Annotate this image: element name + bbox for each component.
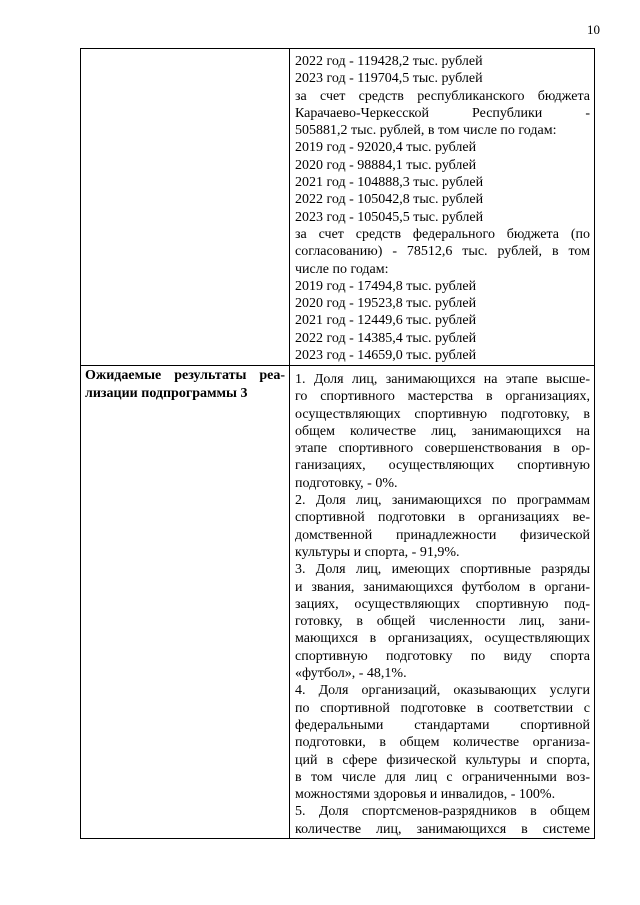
funding-line: 2022 год - 14385,4 тыс. рублей bbox=[295, 330, 477, 346]
funding-line: 505881,2 тыс. рублей, в том числе по годам: bbox=[295, 123, 557, 139]
page-number: 10 bbox=[587, 22, 600, 37]
funding-line: 2022 год - 105042,8 тыс. рублей bbox=[295, 192, 484, 208]
result-line: мающихся в организациях, осуществляющих bbox=[295, 631, 590, 647]
results-row-label bbox=[85, 367, 285, 403]
result-line: спортивную подготовку по виду спорта bbox=[295, 648, 590, 664]
funding-line: 2020 год - 19523,8 тыс. рублей bbox=[295, 296, 477, 312]
funding-line: 2019 год - 17494,8 тыс. рублей bbox=[295, 278, 477, 294]
funding-line: 2023 год - 119704,5 тыс. рублей bbox=[295, 71, 483, 87]
result-line: домственной принадлежности физической bbox=[295, 527, 590, 543]
result-line: 3. Доля лиц, имеющих спортивные разряды bbox=[295, 562, 590, 578]
result-line: этапе спортивного совершенствования в ор- bbox=[295, 441, 590, 457]
result-line: ганизациях, осуществляющих спортивную bbox=[295, 458, 590, 474]
result-line: в том числе для лиц с ограниченными воз- bbox=[295, 769, 590, 785]
result-line: 4. Доля организаций, оказывающих услуги bbox=[295, 683, 590, 699]
result-line: подготовку, - 0%. bbox=[295, 475, 398, 491]
result-line: подготовки, в общем количестве организа- bbox=[295, 735, 590, 751]
result-line: по спортивной подготовке в соответствии с bbox=[295, 700, 590, 716]
funding-line: числе по годам: bbox=[295, 261, 389, 277]
results-cell bbox=[290, 367, 594, 838]
result-line: спортивной подготовки в организациях ве- bbox=[295, 510, 590, 526]
funding-line: 2021 год - 12449,6 тыс. рублей bbox=[295, 313, 477, 329]
funding-line: 2023 год - 14659,0 тыс. рублей bbox=[295, 348, 477, 364]
result-line: «футбол», - 48,1%. bbox=[295, 666, 407, 682]
result-line: го спортивного мастерства в организациях, bbox=[295, 389, 590, 405]
result-line: общем количестве лиц, занимающихся на bbox=[295, 423, 590, 439]
result-line: количестве лиц, занимающихся в системе bbox=[295, 821, 590, 837]
funding-cell bbox=[290, 49, 594, 364]
funding-line: 2022 год - 119428,2 тыс. рублей bbox=[295, 54, 483, 69]
result-line: 5. Доля спортсменов-разрядников в общем bbox=[295, 804, 590, 820]
result-line: 2. Доля лиц, занимающихся по программам bbox=[295, 493, 590, 509]
result-line: и звания, занимающихся футболом в органи- bbox=[295, 579, 590, 595]
value-column bbox=[290, 49, 594, 838]
result-line: осуществляющих спортивную подготовку, в bbox=[295, 406, 590, 422]
results-label-line: лизации подпрограммы 3 bbox=[85, 386, 248, 401]
funding-line: за счет средств республиканского бюджета bbox=[295, 88, 590, 104]
funding-line: 2021 год - 104888,3 тыс. рублей bbox=[295, 175, 484, 191]
funding-line: за счет средств федерального бюджета (по bbox=[295, 226, 590, 242]
result-line: культуры и спорта, - 91,9%. bbox=[295, 544, 460, 560]
result-line: можностями здоровья и инвалидов, - 100%. bbox=[295, 787, 556, 803]
result-line: федеральными стандартами спортивной bbox=[295, 717, 590, 733]
funding-line: 2023 год - 105045,5 тыс. рублей bbox=[295, 209, 484, 225]
result-line: готовку, в общей численности лиц, зани- bbox=[295, 614, 590, 630]
result-line: 1. Доля лиц, занимающихся на этапе высше- bbox=[295, 372, 590, 387]
program-table bbox=[80, 48, 595, 839]
funding-line: 2020 год - 98884,1 тыс. рублей bbox=[295, 157, 477, 173]
funding-line: 2019 год - 92020,4 тыс. рублей bbox=[295, 140, 477, 156]
result-line: зациях, осуществляющих спортивную под- bbox=[295, 596, 590, 612]
funding-line: Карачаево-Черкесской Республики - bbox=[295, 105, 590, 121]
results-label-line: Ожидаемые результаты реа- bbox=[85, 368, 285, 383]
label-column bbox=[81, 49, 290, 838]
funding-line: согласованию) - 78512,6 тыс. рублей, в том bbox=[295, 244, 590, 260]
result-line: ций в сфере физической культуры и спорта, bbox=[295, 752, 590, 768]
